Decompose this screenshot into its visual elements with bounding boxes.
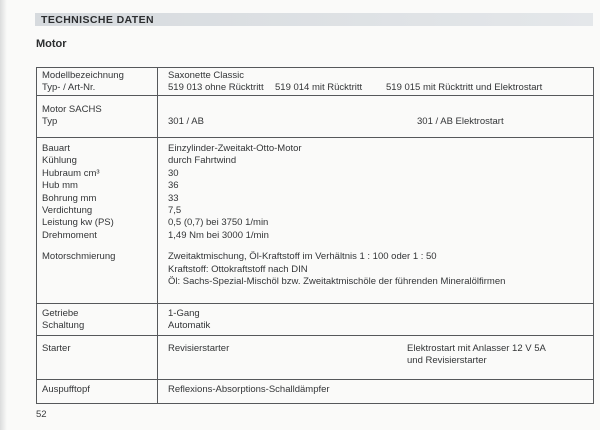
variant-elektrostart: 519 015 mit Rücktritt und Elektrostart	[386, 82, 543, 94]
value-type-standard: 301 / AB	[168, 116, 204, 128]
table-row-model	[37, 68, 593, 96]
value-type-electric: 301 / AB Elektrostart	[417, 116, 504, 128]
page-number: 52	[36, 409, 47, 420]
starter-row-values	[158, 336, 593, 379]
exhaust-row-label	[37, 380, 158, 403]
value-getriebe: 1-Gang	[168, 308, 200, 319]
specs-row-values	[158, 138, 593, 303]
scan-edge-shadow	[0, 0, 7, 430]
value-verdichtung: 7,5	[168, 204, 182, 216]
label-typ: Typ	[42, 116, 58, 128]
gearbox-row-values	[158, 304, 593, 335]
value-schaltung: Automatik	[168, 320, 211, 332]
section-title: Motor	[36, 38, 67, 50]
table-row-exhaust	[37, 380, 593, 403]
label-typ-artnr: Typ- / Art-Nr.	[42, 82, 96, 94]
table-row-specs	[37, 138, 593, 304]
value-starter-electric-line1: Elektrostart mit Anlasser 12 V 5A	[407, 343, 546, 354]
value-kuehlung: durch Fahrtwind	[168, 155, 237, 167]
label-motorschmierung: Motorschmierung	[42, 251, 116, 263]
engine-type-line	[168, 116, 589, 128]
page-header-title: TECHNISCHE DATEN	[41, 13, 154, 26]
label-starter: Starter	[42, 343, 71, 354]
value-lubrication-oil: Öl: Sachs-Spezial-Mischöl bzw. Zweitaktmischöle der führenden Mineralölfirmen	[168, 275, 506, 287]
value-hub: 36	[168, 180, 179, 192]
spec-table	[36, 67, 594, 404]
label-getriebe: Getriebe	[42, 308, 79, 319]
label-auspufftopf: Auspufftopf	[42, 384, 90, 395]
label-verdichtung: Verdichtung	[42, 204, 93, 216]
engine-row-labels	[37, 96, 158, 137]
label-schaltung: Schaltung	[42, 320, 85, 332]
table-row-starter	[37, 336, 593, 380]
value-hubraum: 30	[168, 167, 179, 179]
exhaust-row-value	[158, 380, 593, 403]
table-row-gearbox	[37, 304, 593, 336]
label-spacer	[42, 242, 153, 251]
label-bauart: Bauart	[42, 143, 70, 154]
label-drehmoment: Drehmoment	[42, 229, 97, 241]
variant-mit-ruecktritt: 519 014 mit Rücktritt	[275, 82, 363, 94]
value-bohrung: 33	[168, 192, 179, 204]
engine-row-values	[158, 96, 593, 137]
model-row-values	[158, 68, 593, 95]
section-header-bar	[35, 13, 593, 26]
table-row-engine-type	[37, 96, 593, 138]
value-product-name: Saxonette Classic	[168, 70, 245, 81]
value-lubrication-mixture: Zweitaktmischung, Öl-Kraftstoff im Verhältnis 1 : 100 oder 1 : 50	[168, 251, 437, 263]
value-drehmoment: 1,49 Nm bei 3000 1/min	[168, 229, 269, 241]
starter-row-label	[37, 336, 158, 379]
value-starter-standard: Revisierstarter	[168, 343, 230, 354]
value-auspufftopf: Reflexions-Absorptions-Schalldämpfer	[168, 384, 330, 395]
gearbox-row-labels	[37, 304, 158, 335]
value-leistung: 0,5 (0,7) bei 3750 1/min	[168, 217, 269, 229]
specs-row-labels	[37, 138, 158, 303]
variant-ohne-ruecktritt: 519 013 ohne Rücktritt	[168, 82, 264, 94]
label-leistung: Leistung kw (PS)	[42, 217, 114, 229]
value-starter-electric	[407, 343, 546, 368]
value-spacer	[168, 242, 589, 251]
engine-row-empty-line	[168, 104, 589, 116]
model-row-labels	[37, 68, 158, 95]
value-lubrication-fuel: Kraftstoff: Ottokraftstoff nach DIN	[168, 263, 308, 275]
label-bohrung: Bohrung mm	[42, 192, 97, 204]
label-kuehlung: Kühlung	[42, 155, 77, 167]
label-modellbezeichnung: Modellbezeichnung	[42, 70, 124, 81]
value-starter-electric-line2: und Revisierstarter	[407, 355, 487, 367]
label-hub: Hub mm	[42, 180, 78, 192]
value-bauart: Einzylinder-Zweitakt-Otto-Motor	[168, 143, 302, 154]
value-variants-line	[168, 82, 589, 94]
label-hubraum: Hubraum cm³	[42, 167, 100, 179]
label-motor-sachs: Motor SACHS	[42, 104, 102, 115]
